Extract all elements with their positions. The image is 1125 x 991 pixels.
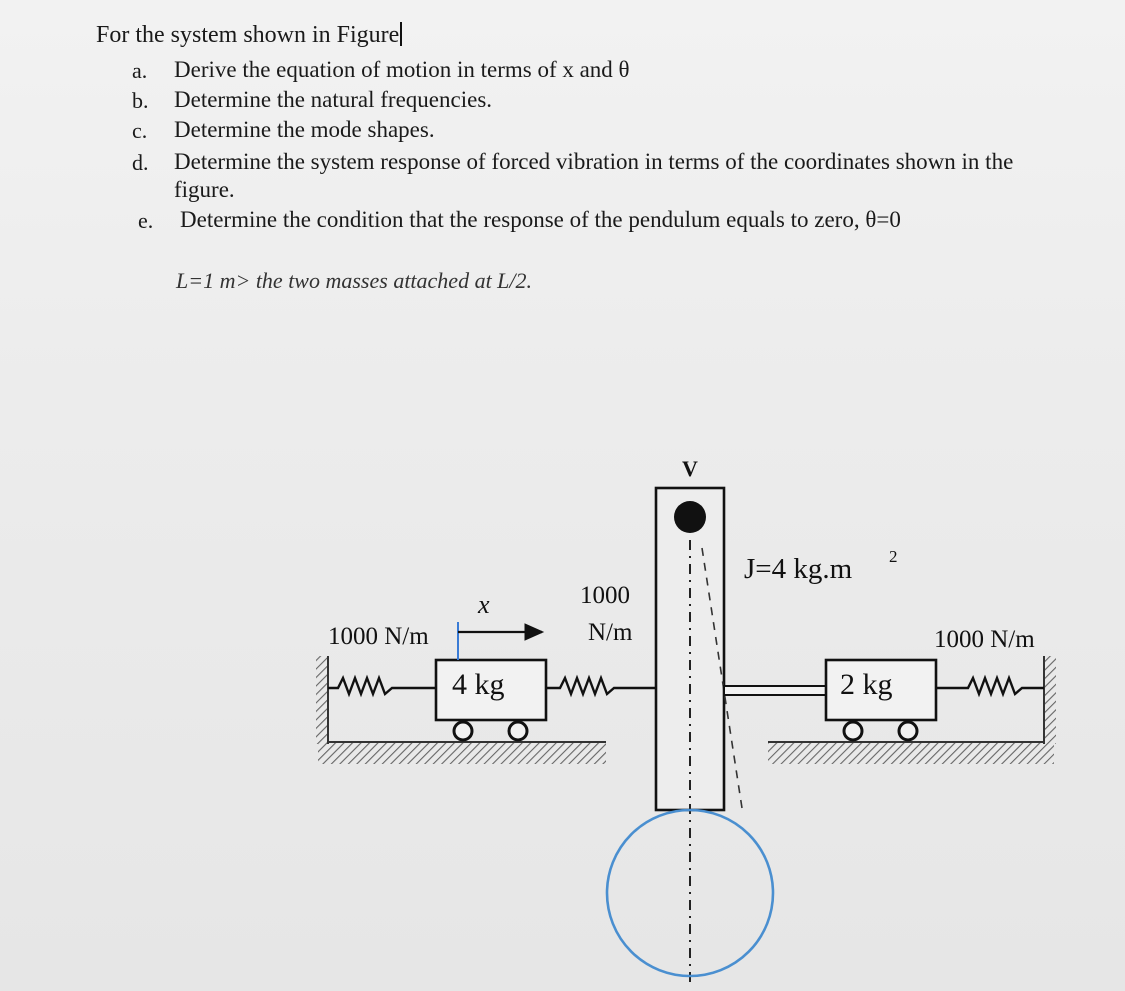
middle-spring-label-bottom: N/m — [588, 619, 633, 646]
middle-spring-label-top: 1000 — [580, 582, 630, 609]
right-spring-label: 1000 N/m — [934, 626, 1035, 653]
right-wall — [1044, 656, 1056, 744]
displacement-label: x — [478, 590, 490, 619]
pivot-point — [674, 501, 706, 533]
inertia-superscript: 2 — [889, 547, 898, 566]
question-d-text: Determine the system response of forced vibration in terms of the coordinates shown in the — [174, 149, 1014, 174]
middle-spring — [546, 678, 656, 694]
right-mass-wheel-1 — [844, 722, 862, 740]
left-mass-wheel-1 — [454, 722, 472, 740]
connecting-rod — [724, 686, 826, 695]
question-d-letter: d. — [132, 150, 149, 175]
question-c-text: Determine the mode shapes. — [174, 117, 435, 142]
inertia-label: J=4 kg.m — [744, 553, 853, 585]
question-e-letter: e. — [138, 208, 154, 233]
left-wall — [316, 656, 328, 744]
problem-title: For the system shown in Figure — [96, 22, 402, 49]
left-mass-wheel-2 — [509, 722, 527, 740]
right-ground — [768, 742, 1054, 764]
left-spring-label: 1000 N/m — [328, 623, 429, 650]
right-mass-label: 2 kg — [840, 668, 893, 701]
question-b-letter: b. — [132, 88, 149, 113]
question-e-text: Determine the condition that the response of the pendulum equals to zero, θ=0 — [180, 207, 901, 232]
left-spring — [328, 678, 436, 694]
left-ground — [318, 742, 606, 764]
question-b-text: Determine the natural frequencies. — [174, 87, 493, 112]
question-a-text: Derive the equation of motion in terms of x and θ — [174, 57, 630, 82]
right-mass-wheel-2 — [899, 722, 917, 740]
left-mass-label: 4 kg — [452, 668, 505, 701]
right-spring — [936, 678, 1044, 694]
question-c-letter: c. — [132, 118, 148, 143]
pivot-mark: V — [682, 456, 698, 481]
question-a-letter: a. — [132, 58, 148, 83]
given-length: L=1 m> the two masses attached at L/2. — [176, 268, 533, 293]
question-d-text-cont: figure. — [174, 177, 235, 202]
